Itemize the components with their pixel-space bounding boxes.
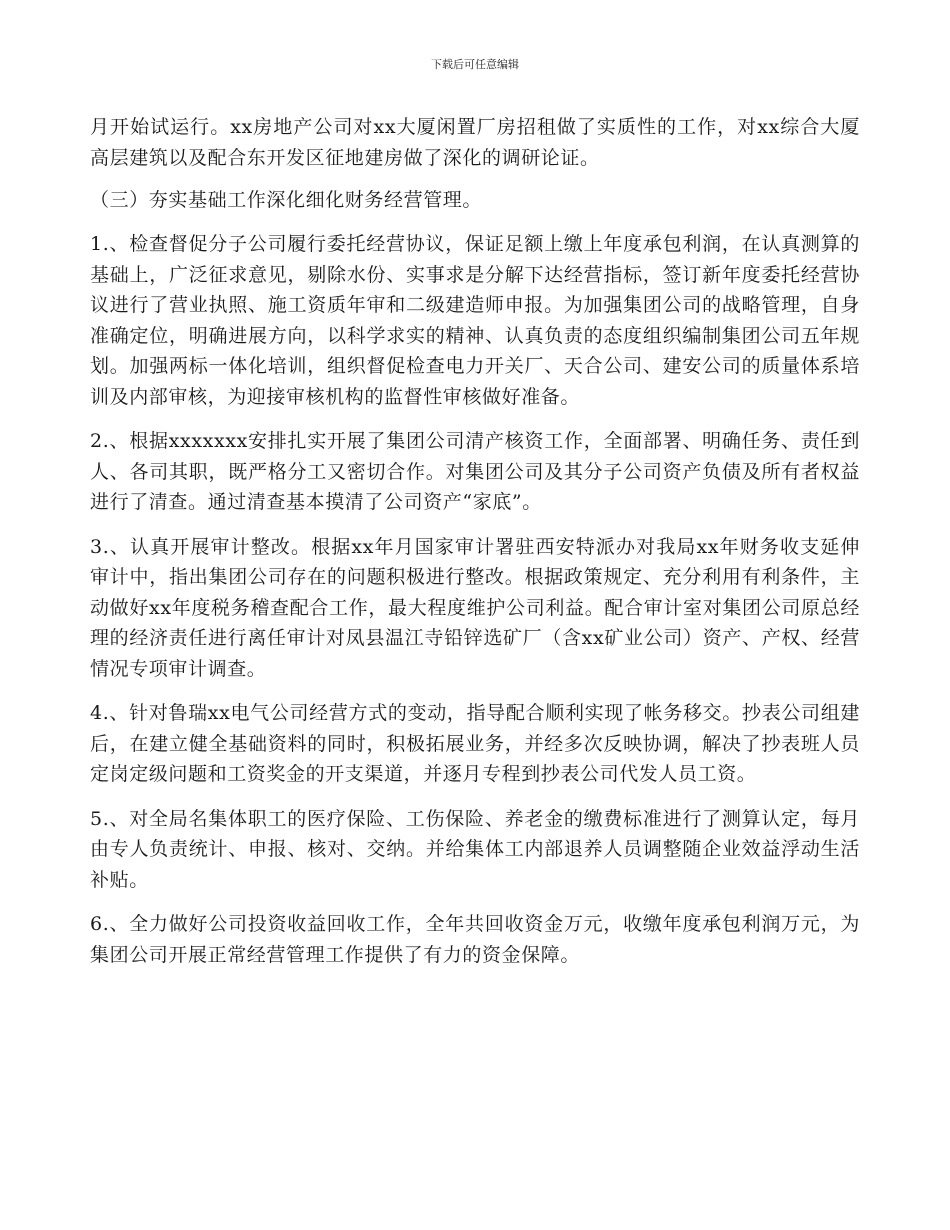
paragraph-item-1: 1.、检查督促分子公司履行委托经营协议，保证足额上缴上年度承包利润，在认真测算的基础上，广泛征求意见，剔除水份、实事求是分解下达经营指标，签订新年度委托经营协议进行了营业执照、施工资质年审和二级建造师申报。为加强集团公司的战略管理，自身准确定位，明确进展方向，以科学求实的精神、认真负责的态度组织编制集团公司五年规划。加强两标一体化培训，组织督促检查电力开关厂、天合公司、建安公司的质量体系培训及内部审核，为迎接审核机构的监督性审核做好准备。 — [90, 233, 860, 408]
paragraph-item-5: 5.、对全局名集体职工的医疗保险、工伤保险、养老金的缴费标准进行了测算认定，每月由专人负责统计、申报、核对、交纳。并给集体工内部退养人员调整随企业效益浮动生活补贴。 — [90, 807, 860, 891]
paragraph-item-3: 3.、认真开展审计整改。根据xx年月国家审计署驻西安特派办对我局xx年财务收支延伸审计中，指出集团公司存在的问题积极进行整改。根据政策规定、充分利用有利条件，主动做好xx年度税务稽查配合工作，最大程度维护公司利益。配合审计室对集团公司原总经理的经济责任进行离任审计对凤县温江寺铅锌选矿厂（含xx矿业公司）资产、产权、经营情况专项审计调查。 — [90, 535, 860, 680]
section-heading-3: （三）夯实基础工作深化细化财务经营管理。 — [90, 189, 483, 211]
paragraph-item-4: 4.、针对鲁瑞xx电气公司经营方式的变动，指导配合顺利实现了帐务移交。抄表公司组建后，在建立健全基础资料的同时，积极拓展业务，并经多次反映协调，解决了抄表班人员定岗定级问题和工资奖金的开支渠道，并逐月专程到抄表公司代发人员工资。 — [90, 702, 860, 785]
paragraph-item-2: 2.、根据xxxxxxx安排扎实开展了集团公司清产核资工作，全面部署、明确任务、责任到人、各司其职，既严格分工又密切合作。对集团公司及其分子公司资产负债及所有者权益进行了清查。通过清查基本摸清了公司资产“家底”。 — [90, 430, 860, 513]
page-header-note: 下载后可任意编辑 — [431, 58, 519, 71]
paragraph-intro: 月开始试运行。xx房地产公司对xx大厦闲置厂房招租做了实质性的工作，对xx综合大厦高层建筑以及配合东开发区征地建房做了深化的调研论证。 — [90, 116, 860, 169]
document-body — [90, 112, 860, 984]
paragraph-item-6: 6.、全力做好公司投资收益回收工作，全年共回收资金万元，收缴年度承包利润万元，为集团公司开展正常经营管理工作提供了有力的资金保障。 — [90, 913, 860, 966]
